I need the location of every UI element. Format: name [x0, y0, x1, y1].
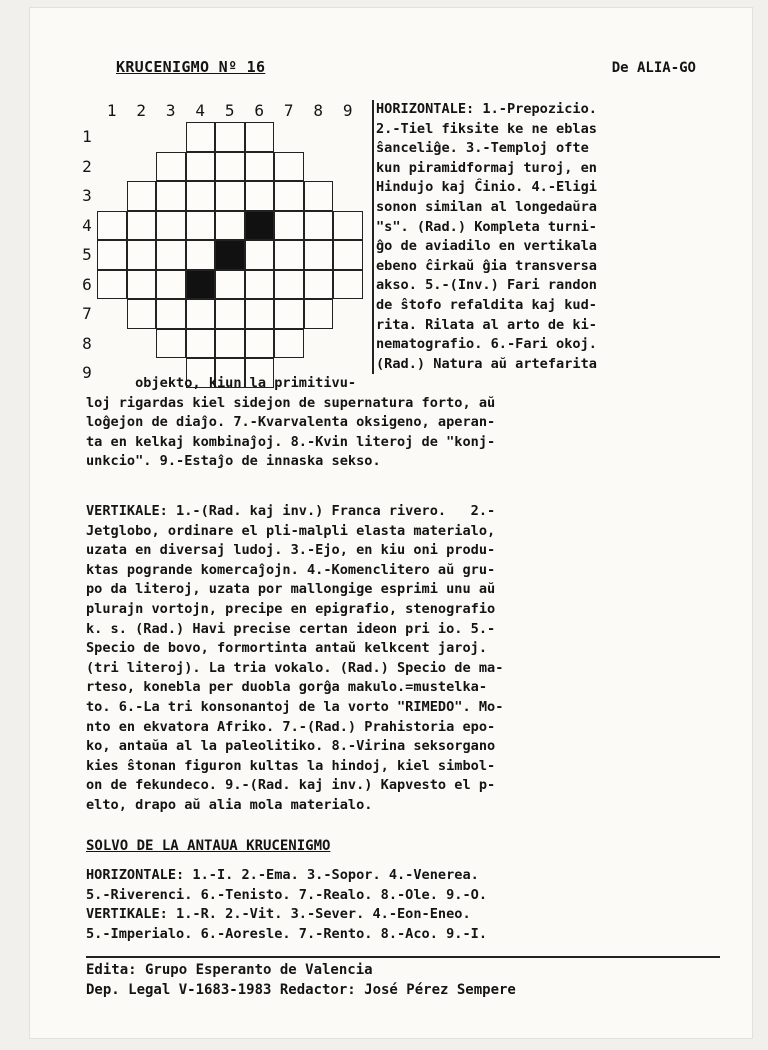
grid-cell — [215, 152, 245, 182]
clue-line: (tri literoj). La tria vokalo. (Rad.) Specio de ma- — [86, 659, 504, 676]
grid-cell — [245, 181, 275, 211]
clue-line: kies ŝtonan figuron kultas la hindoj, kiel simbol- — [86, 757, 496, 774]
grid-cell — [156, 270, 186, 300]
grid-cell — [215, 122, 245, 152]
row-number: 1 — [82, 127, 92, 146]
clue-line: k. s. (Rad.) Havi precise certan ideon pri io. 5.- — [86, 620, 496, 637]
horizontale-clues — [372, 100, 597, 374]
grid-cell — [186, 299, 216, 329]
solution-lines — [86, 866, 487, 944]
clue-line: ŝanceliĝe. 3.-Temploj ofte — [376, 140, 589, 157]
grid-cell — [186, 211, 216, 241]
black-cell — [215, 240, 245, 270]
column-number: 6 — [254, 101, 265, 120]
grid-cell — [215, 299, 245, 329]
clue-line: Specio de bovo, formortinta antaŭ kelkcent jaroj. — [86, 640, 488, 657]
grid-cell — [304, 181, 334, 211]
grid-cell — [274, 270, 304, 300]
grid-cell — [245, 122, 275, 152]
grid-cell — [245, 240, 275, 270]
grid-cell — [186, 240, 216, 270]
grid-cell — [156, 240, 186, 270]
grid-cell — [186, 329, 216, 359]
clue-line: ĝo de aviadilo en vertikala — [376, 238, 597, 255]
row-number: 7 — [82, 304, 92, 323]
clue-line: "s". (Rad.) Kompleta turni- — [376, 218, 597, 235]
grid-cell — [127, 240, 157, 270]
puzzle-author: De ALIA-GO — [611, 60, 696, 76]
grid-cell — [274, 329, 304, 359]
footer-legal: Dep. Legal V-1683-1983 Redactor: José Pérez Sempere — [86, 982, 516, 998]
grid-cell — [215, 329, 245, 359]
clue-line: rteso, konebla per duobla gorĝa makulo.=mustelka- — [86, 679, 488, 696]
grid-cell — [156, 152, 186, 182]
black-cell — [245, 211, 275, 241]
grid-cell — [156, 329, 186, 359]
clue-line: Hindujo kaj Ĉinio. 4.-Eligi — [376, 179, 597, 196]
column-number: 5 — [224, 101, 235, 120]
row-number: 6 — [82, 274, 92, 294]
grid-cell — [274, 211, 304, 241]
grid-cell — [304, 299, 334, 329]
clue-line: HORIZONTALE: 1.-Prepozicio. — [376, 101, 597, 117]
clue-line: plurajn vortojn, precipe en epigrafio, stenografio — [86, 600, 496, 617]
clue-line: elto, drapo aŭ alia mola materialo. — [86, 796, 373, 813]
grid-cell — [304, 270, 334, 300]
grid-cell — [274, 181, 304, 211]
grid-cell — [156, 299, 186, 329]
grid-cell — [215, 181, 245, 211]
clue-line: sonon similan al longedaŭra — [376, 198, 597, 215]
grid-cell — [304, 211, 334, 241]
crossword-grid — [97, 122, 363, 388]
clue-line: nto en ekvatora Afriko. 7.-(Rad.) Prahistoria epo- — [86, 718, 496, 735]
grid-cell — [274, 299, 304, 329]
grid-cell — [333, 240, 363, 270]
clue-line: nematografio. 6.-Fari okoj. — [376, 336, 597, 353]
grid-cell — [245, 299, 275, 329]
grid-cell — [186, 152, 216, 182]
column-number: 7 — [283, 101, 294, 120]
column-number: 9 — [342, 101, 353, 120]
grid-cell — [215, 211, 245, 241]
grid-cell — [127, 299, 157, 329]
grid-cell — [304, 240, 334, 270]
footer-editor: Edita: Grupo Esperanto de Valencia — [86, 962, 373, 978]
column-number: 3 — [165, 101, 176, 120]
grid-cell — [156, 211, 186, 241]
column-number: 2 — [136, 101, 147, 120]
clue-line: ta en kelkaj kombinaĵoj. 8.-Kvin literoj de "konj- — [86, 433, 496, 450]
vertikale-clues — [86, 502, 503, 816]
grid-cell — [274, 240, 304, 270]
clue-line: VERTIKALE: 1.-(Rad. kaj inv.) Franca rivero. 2.- — [86, 503, 496, 519]
clue-line: akso. 5.-(Inv.) Fari randon — [376, 277, 597, 294]
grid-cell — [186, 181, 216, 211]
grid-cell — [333, 211, 363, 241]
solution-line: 5.-Imperialo. 6.-Aoresle. 7.-Rento. 8.-Aco. 9.-I. — [86, 925, 488, 942]
clue-line: unkcio". 9.-Estaĵo de innaska sekso. — [86, 453, 381, 470]
solution-line: 5.-Riverenci. 6.-Tenisto. 7.-Realo. 8.-Ole. 9.-O. — [86, 886, 488, 903]
column-number: 8 — [313, 101, 324, 120]
solution-line: HORIZONTALE: 1.-I. 2.-Ema. 3.-Sopor. 4.-Venerea. — [86, 867, 479, 883]
clue-line: ko, antaŭa al la paleolitiko. 8.-Virina seksorgano — [86, 738, 496, 755]
grid-cell — [127, 181, 157, 211]
grid-cell — [97, 270, 127, 300]
clue-line: on de fekundeco. 9.-(Rad. kaj inv.) Kapvesto el p- — [86, 777, 496, 794]
grid-cell — [245, 152, 275, 182]
clue-line: loj rigardas kiel sidejon de supernatura forto, aŭ — [86, 394, 496, 411]
clue-line: ebeno ĉirkaŭ ĝia transversa — [376, 257, 597, 274]
row-number: 5 — [82, 245, 92, 264]
clue-line: (Rad.) Natura aŭ artefarita — [376, 355, 597, 372]
horizontale-clues-continued — [86, 374, 495, 472]
divider — [86, 956, 720, 958]
grid-cell — [97, 240, 127, 270]
clue-line: to. 6.-La tri konsonantoj de la vorto "RIMEDO". Mo- — [86, 698, 504, 715]
grid-cell — [215, 270, 245, 300]
clue-line: uzata en diversaj ludoj. 3.-Ejo, en kiu oni produ- — [86, 542, 496, 559]
row-number: 2 — [82, 156, 92, 176]
clue-line: Jetglobo, ordinare el pli-malpli elasta materialo, — [86, 522, 496, 539]
clue-line: loĝejon de diaĵo. 7.-Kvarvalenta oksigeno, aperan- — [86, 414, 496, 431]
row-number: 8 — [82, 333, 92, 353]
column-number: 1 — [106, 101, 117, 120]
black-cell — [186, 270, 216, 300]
clue-line: kun piramidformaj turoj, en — [376, 159, 597, 176]
grid-cell — [245, 270, 275, 300]
row-number: 3 — [82, 186, 92, 205]
solution-line: VERTIKALE: 1.-R. 2.-Vit. 3.-Sever. 4.-Eon-Eneo. — [86, 906, 471, 923]
grid-cell — [127, 211, 157, 241]
grid-cell — [245, 329, 275, 359]
grid-cell — [127, 270, 157, 300]
clue-line: rita. Rilata al arto de ki- — [376, 316, 597, 333]
clue-line: objekto, kiun la primitivu- — [86, 375, 357, 391]
grid-cell — [333, 270, 363, 300]
clue-line: po da literoj, uzata por mallongige esprimi unu aŭ — [86, 581, 496, 598]
grid-cell — [186, 122, 216, 152]
row-number: 9 — [82, 363, 92, 382]
grid-cell — [97, 211, 127, 241]
grid-cell — [156, 181, 186, 211]
clue-line: ktas pogrande komercaĵojn. 4.-Komenclitero aŭ gru- — [86, 561, 496, 578]
column-number: 4 — [195, 101, 206, 120]
clue-line: 2.-Tiel fiksite ke ne eblas — [376, 120, 597, 137]
puzzle-title: KRUCENIGMO Nº 16 — [116, 58, 266, 76]
solution-title: SOLVO DE LA ANTAUA KRUCENIGMO — [86, 838, 331, 854]
clue-line: de ŝtofo refaldita kaj kud- — [376, 296, 597, 313]
grid-cell — [274, 152, 304, 182]
row-number: 4 — [82, 215, 92, 235]
